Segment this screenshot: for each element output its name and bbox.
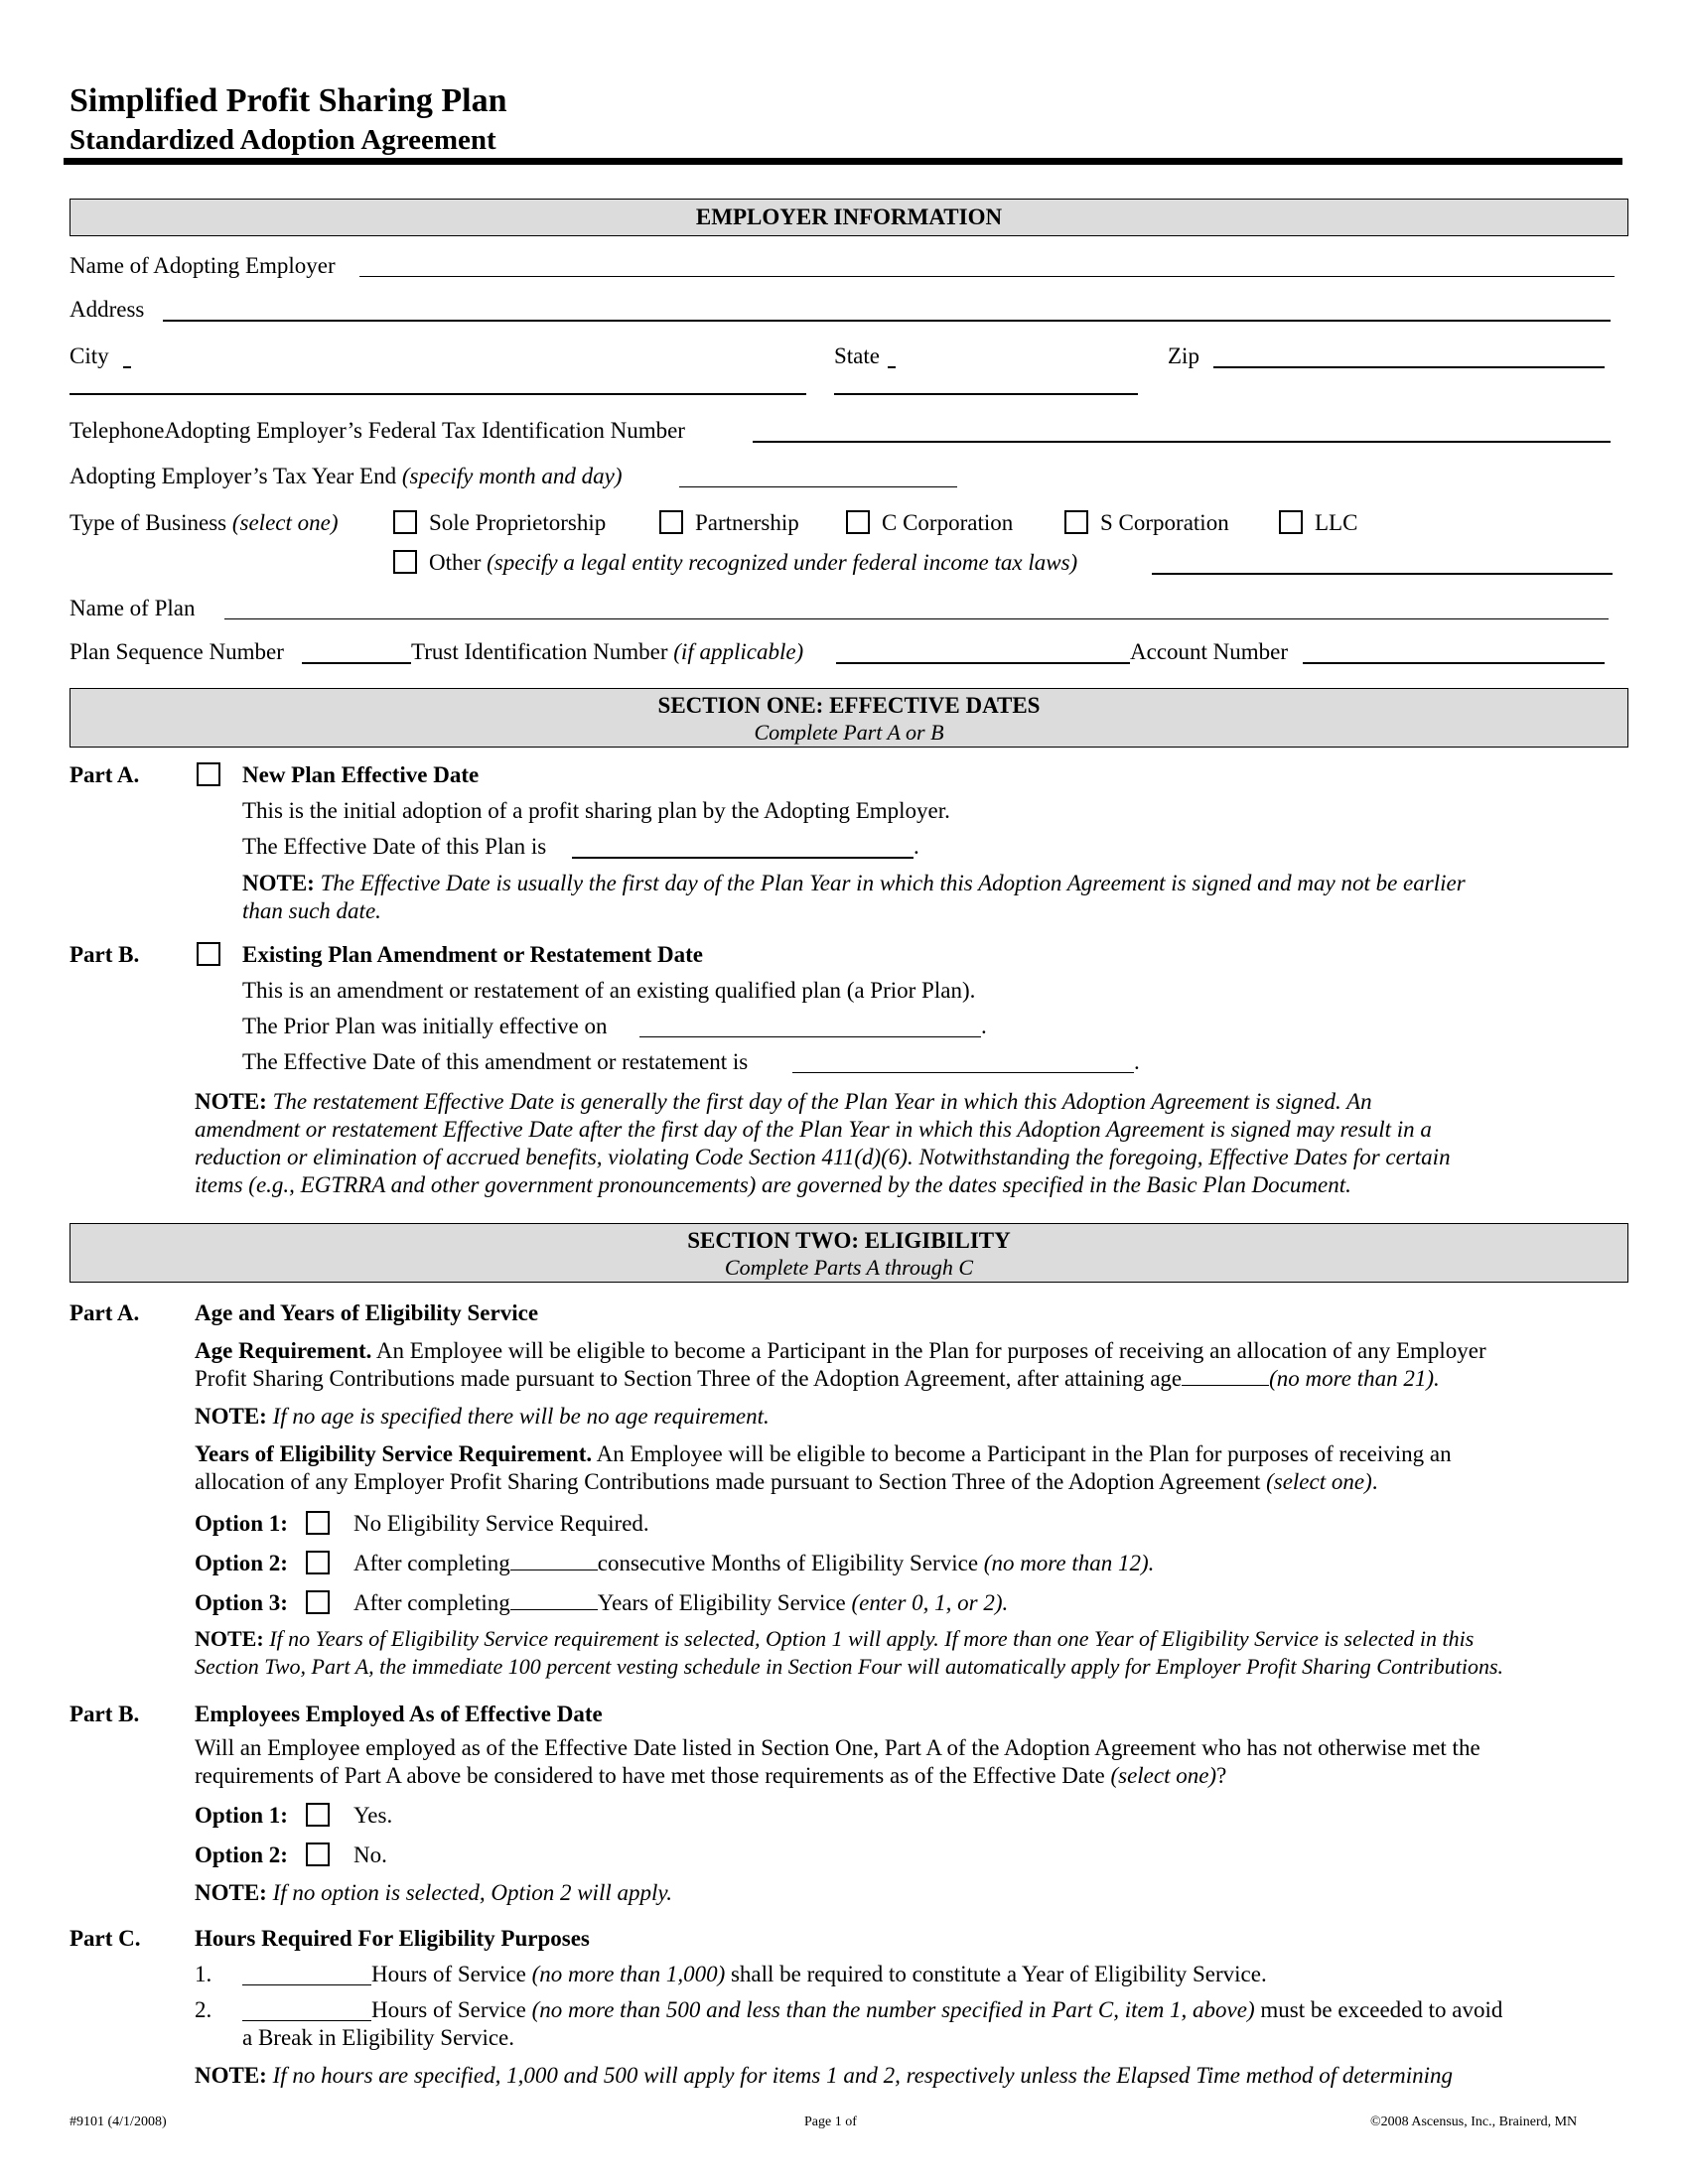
employed-text: Will an Employee employed as of the Effective Date listed in Section One, Part A of the Adoption Agreement who has not otherwise met the requirements of Part A above be considered to have met those requirements as of the Effective Date (select one)? (195, 1735, 1480, 1788)
partnership-checkbox[interactable] (659, 510, 683, 534)
section-two-part-c-label: Part C. (70, 1926, 141, 1951)
restatement-effective-label: The Effective Date of this amendment or restatement is (242, 1049, 749, 1074)
period: . (914, 834, 919, 859)
period: . (981, 1014, 987, 1038)
trust-id-field[interactable] (836, 662, 1130, 664)
employed-option-2-text: No. (353, 1843, 387, 1867)
address-label: Address (70, 297, 145, 322)
employed-option-2-label: Option 2: (195, 1843, 288, 1867)
state-label: State (834, 343, 880, 368)
other-business-label: Other (429, 550, 482, 575)
plan-name-label: Name of Plan (70, 596, 196, 620)
hours-item-2-text: Hours of Service (no more than 500 and less than the number specified in Part C, item 1, above) must be exceeded to avoid (371, 1997, 1503, 2022)
hours-item-2-number: 2. (195, 1997, 212, 2022)
service-option-1-checkbox[interactable] (306, 1511, 330, 1535)
s-corporation-checkbox[interactable] (1064, 510, 1088, 534)
hours-item-1-text: Hours of Service (no more than 1,000) shall be required to constitute a Year of Eligibility Service. (371, 1962, 1267, 1986)
hours-heading: Hours Required For Eligibility Purposes (195, 1926, 590, 1951)
other-business-field[interactable] (1152, 573, 1613, 575)
c-corporation-label: C Corporation (882, 510, 1014, 535)
hours-item-2-continued: a Break in Eligibility Service. (242, 2025, 515, 2050)
age-service-heading: Age and Years of Eligibility Service (195, 1300, 539, 1325)
state-tick (888, 366, 896, 368)
business-type-label: Type of Business (70, 510, 227, 535)
other-business-row (429, 549, 1077, 577)
service-option-3-checkbox[interactable] (306, 1590, 330, 1614)
trust-id-label: Trust Identification Number (411, 639, 668, 664)
new-plan-checkbox[interactable] (197, 762, 220, 786)
employer-name-field[interactable] (359, 276, 1615, 277)
prior-plan-effective-date-field[interactable] (639, 1036, 981, 1037)
period: . (1134, 1049, 1140, 1074)
tax-year-hint: (specify month and day) (401, 464, 623, 488)
restatement-effective-date-field[interactable] (792, 1072, 1134, 1073)
sole-proprietorship-label: Sole Proprietorship (429, 510, 607, 535)
service-option-1-text: No Eligibility Service Required. (353, 1511, 649, 1536)
address-field[interactable] (163, 320, 1611, 322)
new-plan-heading: New Plan Effective Date (242, 762, 480, 787)
existing-plan-checkbox[interactable] (197, 942, 220, 966)
header-rule (64, 158, 1622, 165)
plan-sequence-label: Plan Sequence Number (70, 639, 284, 664)
prior-plan-effective-label: The Prior Plan was initially effective on (242, 1014, 608, 1038)
business-type-row (70, 509, 339, 537)
hours-item-1-field[interactable] (242, 1984, 371, 1985)
age-note: NOTE: If no age is specified there will be no age requirement. (195, 1404, 770, 1429)
tax-year-row (70, 463, 623, 490)
service-option-3-text: After completing Years of Eligibility Service (enter 0, 1, or 2). (353, 1590, 1009, 1615)
existing-plan-heading: Existing Plan Amendment or Restatement Date (242, 942, 703, 967)
employed-option-2-checkbox[interactable] (306, 1843, 330, 1866)
employed-note: NOTE: If no option is selected, Option 2 will apply. (195, 1880, 673, 1905)
hours-item-2-field[interactable] (242, 2020, 371, 2021)
service-requirement-text: Years of Eligibility Service Requirement. An Employee will be eligible to become a Participant in the Plan for purposes of receiving an allocation of any Employer Profit Sharing Contributions made pursuant to Section Three of the Adoption Agreement (select one). (195, 1441, 1452, 1494)
zip-label: Zip (1168, 343, 1199, 368)
llc-checkbox[interactable] (1279, 510, 1303, 534)
new-plan-effective-label: The Effective Date of this Plan is (242, 834, 547, 859)
account-number-label: Account Number (1130, 639, 1289, 664)
service-option-2-label: Option 2: (195, 1551, 288, 1575)
service-option-2-text: After completing consecutive Months of Eligibility Service (no more than 12). (353, 1551, 1155, 1575)
plan-name-field[interactable] (224, 618, 1609, 619)
existing-plan-text: This is an amendment or restatement of an existing qualified plan (a Prior Plan). (242, 978, 976, 1003)
telephone-label: Telephone (70, 418, 165, 443)
section-one-part-b-label: Part B. (70, 942, 140, 967)
trust-id-row (411, 638, 803, 666)
hours-note: NOTE: If no hours are specified, 1,000 and 500 will apply for items 1 and 2, respectively unless the Elapsed Time method of determining (195, 2063, 1453, 2088)
plan-sequence-field[interactable] (302, 662, 411, 664)
business-type-hint: (select one) (231, 510, 339, 535)
tax-year-field[interactable] (679, 486, 957, 487)
tin-label: Adopting Employer’s Federal Tax Identification Number (164, 418, 685, 443)
employer-name-label: Name of Adopting Employer (70, 253, 336, 278)
city-tick (123, 366, 131, 368)
section-one-header: SECTION ONE: EFFECTIVE DATES Complete Part A or B (70, 688, 1628, 748)
city-field[interactable] (70, 393, 806, 395)
employed-heading: Employees Employed As of Effective Date (195, 1702, 603, 1726)
trust-id-hint: (if applicable) (673, 639, 804, 664)
s-corporation-label: S Corporation (1100, 510, 1229, 535)
existing-plan-note: NOTE: The restatement Effective Date is generally the first day of the Plan Year in which this Adoption Agreement is signed. An amendment or restatement Effective Date after the first day of the Plan Year in which this Adoption Agreement is signed may result in a reduction or elimination of accrued benefits, violating Code Section 411(d)(6). Notwithstanding the foregoing, Effective Dates for certain items (e.g., EGTRRA and other government pronouncements) are governed by the dates specified in the Basic Plan Document. (195, 1089, 1451, 1197)
other-business-checkbox[interactable] (393, 550, 417, 574)
tax-year-label: Adopting Employer’s Tax Year End (70, 464, 397, 488)
section-two-part-b-label: Part B. (70, 1702, 140, 1726)
new-plan-effective-date-field[interactable] (572, 857, 914, 859)
employed-option-1-checkbox[interactable] (306, 1803, 330, 1827)
document-subtitle: Standardized Adoption Agreement (70, 124, 496, 156)
age-requirement-text: Age Requirement. An Employee will be eligible to become a Participant in the Plan for purposes of receiving an allocation of any Employer Profit Sharing Contributions made pursuant to Section Three of the Adoption Agreement, after attaining age (no more than 21). (195, 1338, 1486, 1391)
document-title: Simplified Profit Sharing Plan (70, 82, 507, 119)
city-label: City (70, 343, 109, 368)
sole-proprietorship-checkbox[interactable] (393, 510, 417, 534)
partnership-label: Partnership (695, 510, 799, 535)
zip-field[interactable] (1213, 366, 1605, 368)
c-corporation-checkbox[interactable] (846, 510, 870, 534)
telephone-tin-row (70, 417, 685, 445)
months-field[interactable] (510, 1550, 598, 1570)
hours-item-1-number: 1. (195, 1962, 212, 1986)
employed-option-1-text: Yes. (353, 1803, 393, 1828)
account-number-field[interactable] (1303, 662, 1605, 664)
copyright: ©2008 Ascensus, Inc., Brainerd, MN (1370, 2115, 1578, 2129)
section-two-header: SECTION TWO: ELIGIBILITY Complete Parts A through C (70, 1223, 1628, 1283)
llc-label: LLC (1315, 510, 1358, 535)
service-option-1-label: Option 1: (195, 1511, 288, 1536)
other-business-hint: (specify a legal entity recognized under federal income tax laws) (487, 550, 1078, 575)
service-option-3-label: Option 3: (195, 1590, 288, 1615)
service-note: NOTE: If no Years of Eligibility Service requirement is selected, Option 1 will apply. If more than one Year of Eligibility Service is selected in this Section Two, Part A, the immediate 100 percent vesting schedule in Section Four will automatically apply for Employer Profit Sharing Contributions. (195, 1626, 1504, 1679)
employer-section-header: EMPLOYER INFORMATION (70, 199, 1628, 236)
service-option-2-checkbox[interactable] (306, 1551, 330, 1574)
section-two-part-a-label: Part A. (70, 1300, 140, 1325)
state-field[interactable] (834, 393, 1138, 395)
tin-field[interactable] (753, 441, 1611, 443)
new-plan-note: NOTE: The Effective Date is usually the first day of the Plan Year in which this Adoption Agreement is signed and may not be earlier than such date. (242, 871, 1466, 923)
age-field[interactable] (1182, 1365, 1269, 1386)
form-id: #9101 (4/1/2008) (70, 2115, 167, 2129)
employed-option-1-label: Option 1: (195, 1803, 288, 1828)
section-one-part-a-label: Part A. (70, 762, 140, 787)
years-field[interactable] (510, 1589, 598, 1610)
new-plan-text: This is the initial adoption of a profit sharing plan by the Adopting Employer. (242, 798, 950, 823)
page-number: Page 1 of (804, 2115, 857, 2129)
